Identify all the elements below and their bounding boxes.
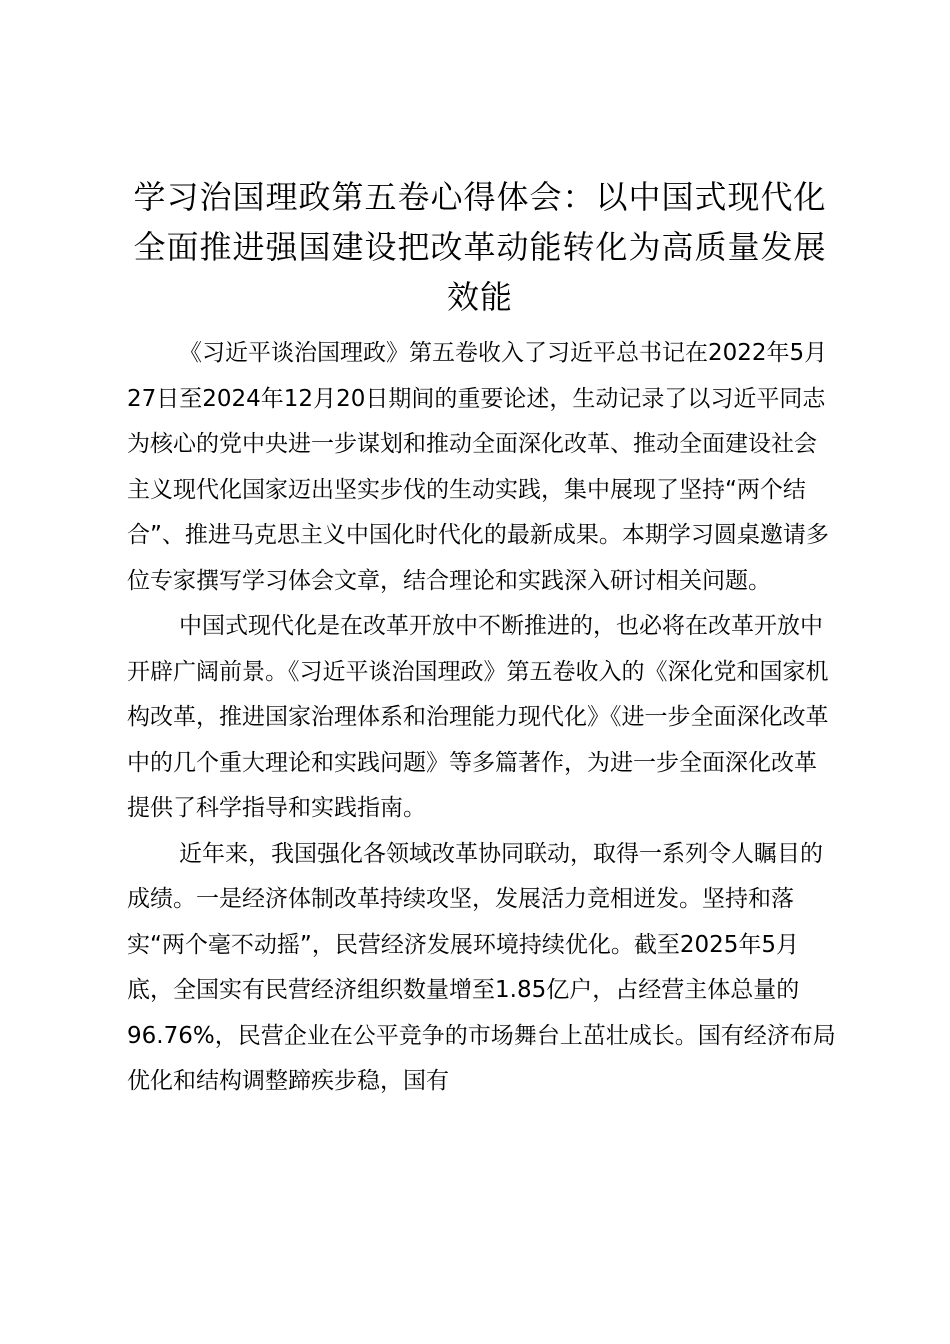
document-title: 学习治国理政第五卷心得体会：以中国式现代化全面推进强国建设把改革动能转化为高质量发展效能 <box>133 178 827 316</box>
document-body <box>127 331 839 1105</box>
paragraph-reform: 中国式现代化是在改革开放中不断推进的，也必将在改革开放中开辟广阔前景。《习近平谈治国理政》第五卷收入的《深化党和国家机构改革，推进国家治理体系和治理能力现代化》《进一步全面深化改革中的几个重大理论和实践问题》等多篇著作，为进一步全面深化改革提供了科学指导和实践指南。 <box>127 613 829 821</box>
paragraph-intro: 《习近平谈治国理政》第五卷收入了习近平总书记在2022年5月27日至2024年12月20日期间的重要论述，生动记录了以习近平同志为核心的党中央进一步谋划和推动全面深化改革、推动全面建设社会主义现代化国家迈出坚实步伐的生动实践，集中展现了坚持“两个结合”、推进马克思主义中国化时代化的最新成果。本期学习圆桌邀请多位专家撰写学习体会文章，结合理论和实践深入研讨相关问题。 <box>127 340 829 594</box>
paragraph-achievements: 近年来，我国强化各领域改革协同联动，取得一系列令人瞩目的成绩。一是经济体制改革持续攻坚，发展活力竞相迸发。坚持和落实“两个毫不动摇”，民营经济发展环境持续优化。截至2025年5月底，全国实有民营经济组织数量增至1.85亿户，占经营主体总量的96.76%，民营企业在公平竞争的市场舞台上茁壮成长。国有经济布局优化和结构调整蹄疾步稳，国有 <box>127 840 836 1094</box>
